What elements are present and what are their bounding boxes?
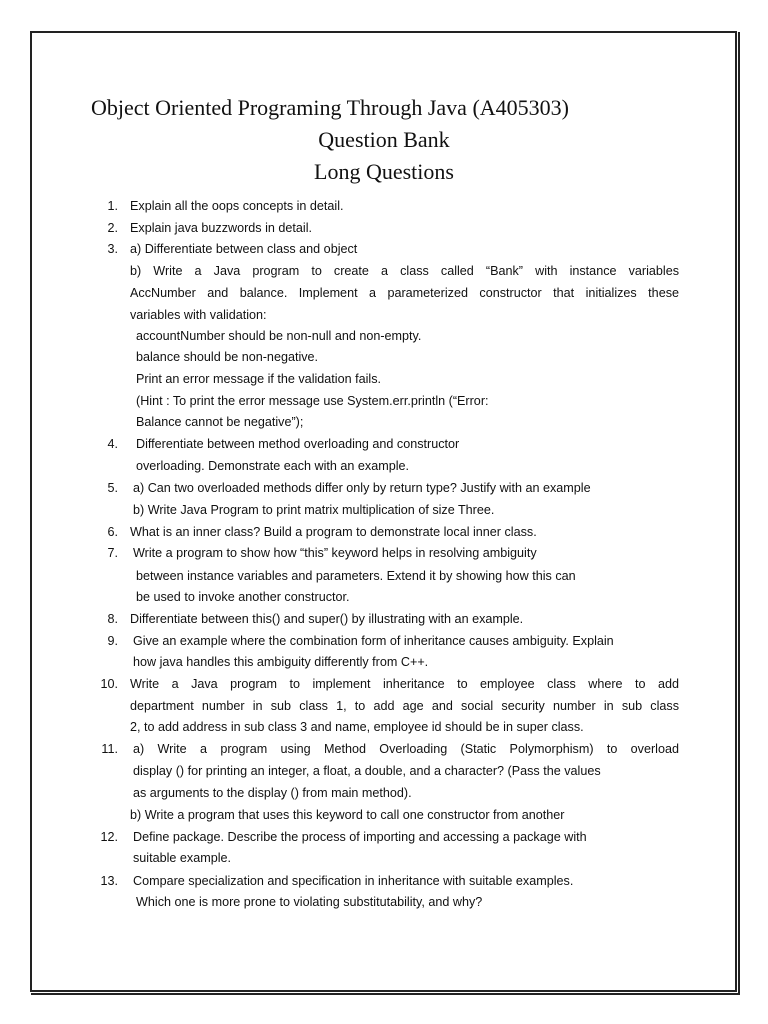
question-text-line: display () for printing an integer, a float, a double, and a character? (Pass the values: [133, 764, 601, 778]
question-text-line: as arguments to the display () from main method).: [133, 786, 412, 800]
question-text-line: (Hint : To print the error message use System.err.println (“Error:: [136, 394, 489, 408]
question-number: 12.: [100, 830, 118, 844]
question-text-line: Define package. Describe the process of importing and accessing a package with: [133, 830, 587, 844]
question-text-line: a) Can two overloaded methods differ only by return type? Justify with an example: [133, 481, 591, 495]
question-text-line: Compare specialization and specification in inheritance with suitable examples.: [133, 874, 574, 888]
question-text-line: Give an example where the combination form of inheritance causes ambiguity. Explain: [133, 634, 614, 648]
question-text-line: department number in sub class 1, to add age and social security number in sub class: [130, 699, 679, 713]
question-text-line: Print an error message if the validation fails.: [136, 372, 381, 386]
question-number: 8.: [107, 612, 118, 626]
question-text-line: a) Differentiate between class and object: [130, 242, 358, 256]
document-subtitle: Question Bank: [318, 127, 450, 152]
question-text-line: AccNumber and balance. Implement a parameterized constructor that initializes these: [130, 286, 679, 300]
question-text-line: Explain all the oops concepts in detail.: [130, 199, 344, 213]
question-text-line: b) Write Java Program to print matrix multiplication of size Three.: [133, 503, 495, 517]
question-number: 10.: [100, 677, 118, 691]
question-number: 1.: [107, 199, 118, 213]
question-number: 7.: [107, 546, 118, 560]
question-text-line: between instance variables and parameters. Extend it by showing how this can: [136, 569, 576, 583]
document-title: Object Oriented Programing Through Java (A405303): [91, 95, 569, 120]
question-number: 6.: [107, 525, 118, 539]
question-text-line: Differentiate between this() and super() by illustrating with an example.: [130, 612, 524, 626]
question-number: 9.: [107, 634, 118, 648]
question-number: 3.: [107, 242, 118, 256]
question-text-line: 2, to add address in sub class 3 and name, employee id should be in super class.: [130, 720, 584, 734]
question-number: 4.: [107, 437, 118, 451]
question-text-line: a) Write a program using Method Overloading (Static Polymorphism) to overload: [133, 742, 679, 756]
question-text-line: Explain java buzzwords in detail.: [130, 221, 313, 235]
question-text-line: Balance cannot be negative”);: [136, 415, 304, 429]
question-text-line: suitable example.: [133, 851, 232, 865]
question-text-line: What is an inner class? Build a program to demonstrate local inner class.: [130, 525, 537, 539]
question-text-line: overloading. Demonstrate each with an example.: [136, 459, 410, 473]
question-text-line: b) Write a program that uses this keyword to call one constructor from another: [130, 808, 565, 822]
question-text-line: how java handles this ambiguity differently from C++.: [133, 655, 429, 669]
question-text-line: balance should be non-negative.: [136, 350, 319, 364]
section-heading: Long Questions: [314, 159, 454, 184]
question-text-line: variables with validation:: [130, 308, 267, 322]
question-number: 2.: [107, 221, 118, 235]
question-text-line: b) Write a Java program to create a class called “Bank” with instance variables: [130, 264, 679, 278]
question-number: 11.: [101, 742, 118, 756]
question-text-line: Write a program to show how “this” keyword helps in resolving ambiguity: [133, 546, 537, 560]
question-text-line: accountNumber should be non-null and non-empty.: [136, 329, 422, 343]
question-text-line: be used to invoke another constructor.: [136, 590, 350, 604]
question-number: 13.: [100, 874, 118, 888]
question-text-line: Differentiate between method overloading and constructor: [136, 437, 460, 451]
question-number: 5.: [107, 481, 118, 495]
question-text-line: Write a Java program to implement inheritance to employee class where to add: [130, 677, 679, 691]
question-text-line: Which one is more prone to violating substitutability, and why?: [136, 895, 483, 909]
